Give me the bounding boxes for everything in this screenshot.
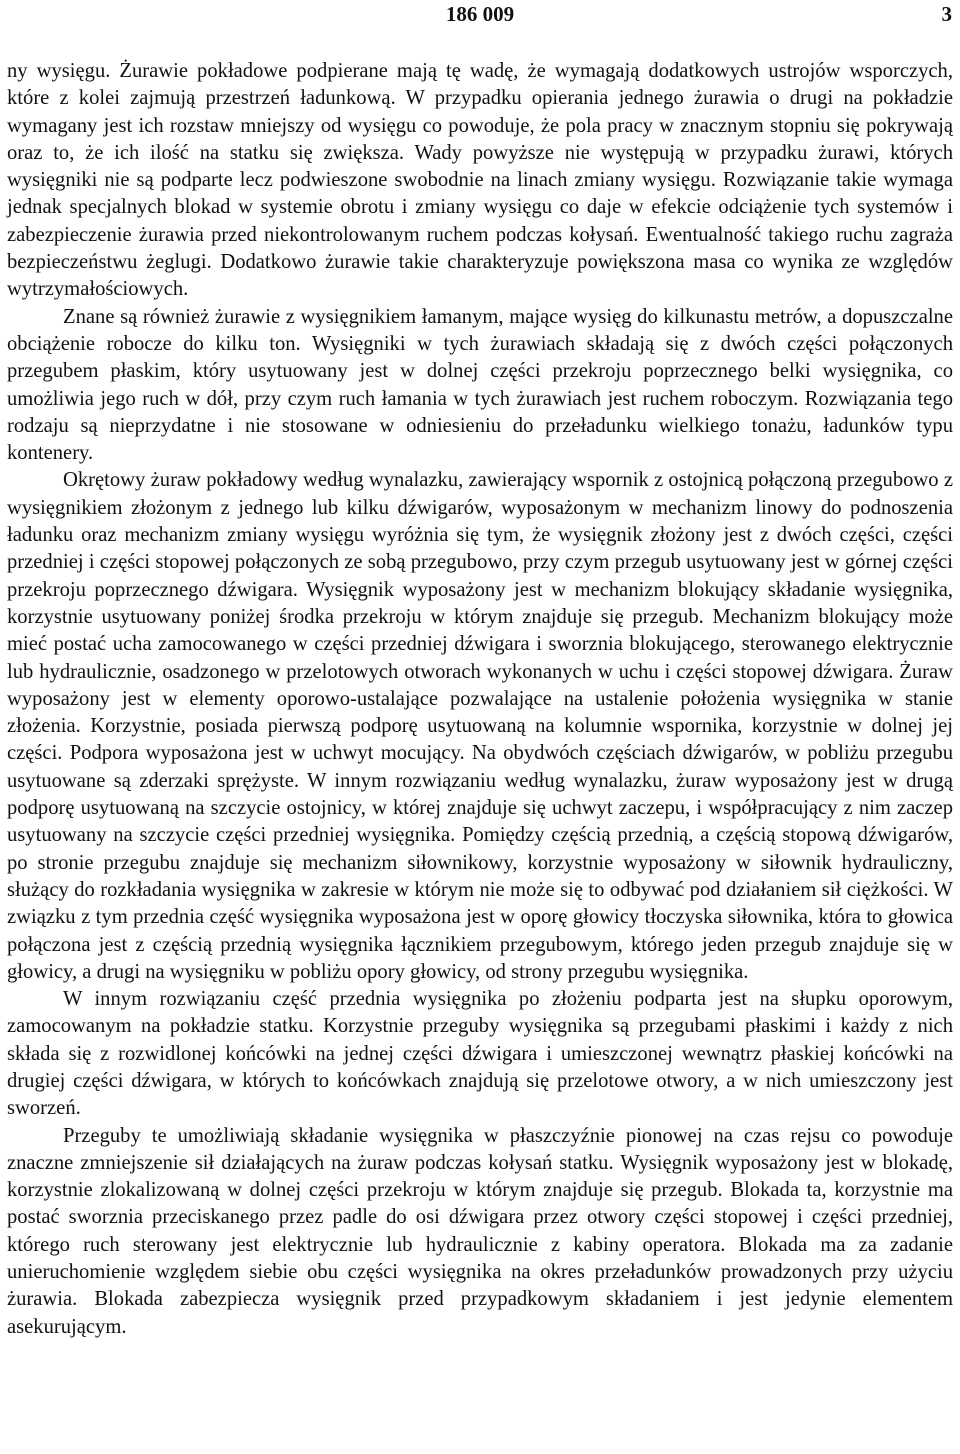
patent-number: 186 009: [445, 2, 515, 26]
document-body: [7, 58, 953, 1341]
paragraph-4: W innym rozwiązaniu część przednia wysięgnika po złożeniu podparta jest na słupku oporowym, zamocowanym na pokładzie statku. Korzystnie przeguby wysięgnika są przegubami płaskimi i każdy z nich składa się z rozwidlonej końcówki na jednej części dźwigara i umieszczonej wewnątrz płaskiej końcówki na drugiej części dźwigara, w których to końcówkach znajdują się przelotowe otwory, a w nich umieszczony jest sworzeń.: [7, 988, 953, 1120]
paragraph-1: ny wysięgu. Żurawie pokładowe podpierane mają tę wadę, że wymagają dodatkowych ustrojów wsporczych, które z kolei zajmują przestrzeń ładunkową. W przypadku opierania jednego żurawia o drugi na pokładzie wymagany jest ich rozstaw mniejszy od wysięgu co powoduje, że pola pracy w znacznym stopniu się pokrywają oraz to, że ich ilość na statku się zwiększa. Wady powyższe nie występują w przypadku żurawi, których wysięgniki nie są podparte lecz podwieszone swobodnie na linach zmiany wysięgu. Rozwiązanie takie wymaga jednak specjalnych blokad w systemie obrotu i zmiany wysięgu co daje w efekcie odciążenie tych systemów i zabezpieczenie żurawia przed niekontrolowanym ruchem podczas kołysań. Ewentualność takiego ruchu zagraża bezpieczeństwu żeglugi. Dodatkowo żurawie takie charakteryzuje powiększona masa co wynika ze względów wytrzymałościowych.: [7, 60, 953, 301]
paragraph-2: Znane są również żurawie z wysięgnikiem łamanym, mające wysięg do kilkunastu metrów, a dopuszczalne obciążenie robocze do kilku ton. Wysięgniki w tych żurawiach składają się z dwóch części połączonych przegubem płaskim, który usytuowany jest w dolnej części przekroju poprzecznego belki wysięgnika, co umożliwia jego ruch w dół, przy czym ruch łamania w tych żurawiach jest ruchem roboczym. Rozwiązania tego rodzaju są nieprzydatne i nie stosowane w odniesieniu do przeładunku wielkiego tonażu, ładunków typu kontenery.: [7, 305, 953, 465]
page-number: 3: [941, 2, 952, 26]
paragraph-3: Okrętowy żuraw pokładowy według wynalazku, zawierający wspornik z ostojnicą połączoną przegubowo z wysięgnikiem złożonym z jednego lub kilku dźwigarów, wyposażonym w mechanizm linowy do podnoszenia ładunku oraz mechanizm zmiany wysięgu wyróżnia się tym, że wysięgnik złożony jest z dwóch części, części przedniej i części stopowej połączonych ze sobą przegubowo, przy czym przegub usytuowany jest w górnej części przekroju poprzecznego dźwigara. Wysięgnik wyposażony jest w mechanizm blokujący składanie wysięgnika, korzystnie usytuowany poniżej środka przekroju w którym znajduje się przegub. Mechanizm blokujący może mieć postać ucha zamocowanego w części przedniej dźwigara i sworznia blokującego, sterowanego elektrycznie lub hydraulicznie, osadzonego w przelotowych otworach wykonanych w uchu i części stopowej dźwigara. Żuraw wyposażony jest w elementy oporowo-ustalające pozwalające na ustalenie położenia wysięgnika w stanie złożenia. Korzystnie, posiada pierwszą podporę usytuowaną na kolumnie wspornika, korzystnie w dolnej jej części. Podpora wyposażona jest w uchwyt mocujący. Na obydwóch częściach dźwigarów, w pobliżu przegubu usytuowane są zderzaki sprężyste. W innym rozwiązaniu według wynalazku, żuraw wyposażony jest w drugą podporę usytuowaną na szczycie ostojnicy, w której znajduje się uchwyt zaczepu, i współpracujący z nim zaczep usytuowany na szczycie części przedniej wysięgnika. Pomiędzy częścią przednią, a częścią stopową dźwigarów, po stronie przegubu znajduje się mechanizm siłownikowy, korzystnie wyposażony w siłownik hydrauliczny, służący do rozkładania wysięgnika w zakresie w którym nie może się to odbywać pod działaniem sił ciężkości. W związku z tym przednia część wysięgnika wyposażona jest w oporę głowicy tłoczyska siłownika, która to głowica połączona jest z częścią przednią wysięgnika łącznikiem przegubowym, którego jeden przegub znajduje się w głowicy, a drugi na wysięgniku w pobliżu opory głowicy, od strony przegubu wysięgnika.: [7, 469, 953, 983]
paragraph-5: Przeguby te umożliwiają składanie wysięgnika w płaszczyźnie pionowej na czas rejsu co powoduje znaczne zmniejszenie sił działających na żuraw podczas kołysań statku. Wysięgnik wyposażony jest w blokadę, korzystnie zlokalizowaną w dolnej części przekroju w którym znajduje się przegub. Blokada ta, korzystnie ma postać sworznia przeciskanego przez padle do osi dźwigara przez otwory części stopowej i części przedniej, którego ruch sterowany jest elektrycznie lub hydraulicznie z kabiny operatora. Blokada ma za zadanie unieruchomienie względem siebie obu części wysięgnika na okres przeładunków prowadzonych przy użyciu żurawia. Blokada zabezpiecza wysięgnik przed przypadkowym składaniem i jest jedynie elementem asekurującym.: [7, 1124, 953, 1338]
page-header: [0, 2, 960, 32]
